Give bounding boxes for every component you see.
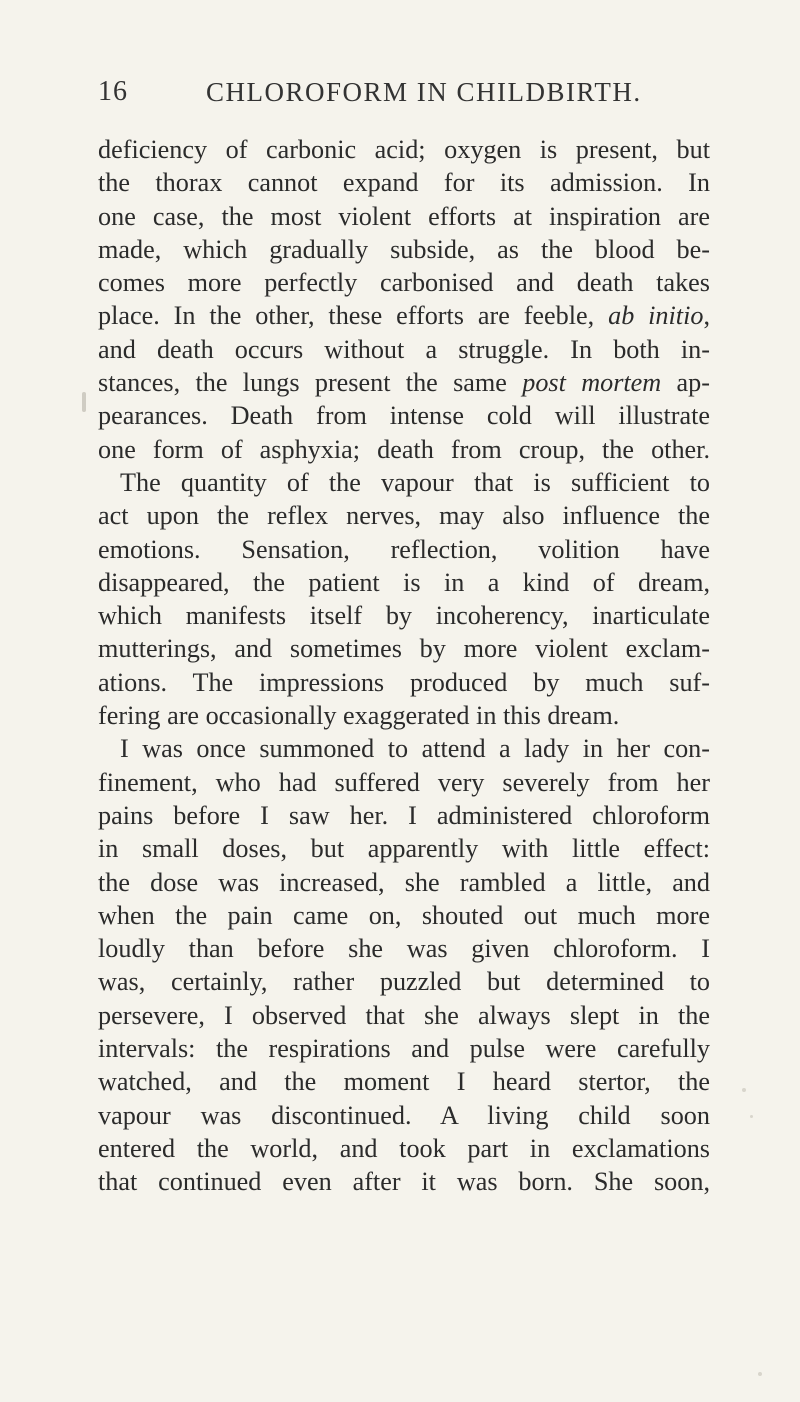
text-line: made, which gradually subside, as the blood be- [98, 234, 710, 264]
text-line: pearances. Death from intense cold will illustrate [98, 401, 710, 431]
margin-mark [82, 392, 86, 412]
text-line: when the pain came on, shouted out much more [98, 900, 710, 930]
text-line: one form of asphyxia; death from croup, the other. [98, 434, 710, 464]
text-line: pains before I saw her. I administered chloroform [98, 800, 710, 830]
text-line: watched, and the moment I heard stertor, the [98, 1067, 710, 1097]
text-line: ations. The impressions produced by much suf- [98, 667, 710, 697]
page-header [98, 72, 708, 112]
text-line: The quantity of the vapour that is sufficient to [120, 467, 710, 497]
text-line: disappeared, the patient is in a kind of dream, [98, 567, 710, 597]
text-line: which manifests itself by incoherency, inarticulate [98, 601, 710, 631]
text-line: the dose was increased, she rambled a little, and [98, 867, 710, 897]
body-text [98, 133, 710, 1199]
text-line: in small doses, but apparently with little effect: [98, 834, 710, 864]
text-line: fering are occasionally exaggerated in this dream. [98, 701, 620, 731]
text-line: place. In the other, these efforts are feeble, ab initio, [98, 301, 710, 331]
paper-speck [742, 1088, 746, 1092]
text-line: comes more perfectly carbonised and death takes [98, 268, 710, 298]
text-line: persevere, I observed that she always slept in the [98, 1000, 710, 1030]
text-line: finement, who had suffered very severely from her [98, 767, 710, 797]
page-number: 16 [98, 76, 128, 107]
text-line: loudly than before she was given chloroform. I [98, 934, 710, 964]
text-line: deficiency of carbonic acid; oxygen is present, but [98, 135, 710, 164]
text-line: act upon the reflex nerves, may also influence the [98, 501, 710, 531]
text-line: and death occurs without a struggle. In both in- [98, 334, 710, 364]
paper-speck [758, 1372, 762, 1376]
running-title: CHLOROFORM IN CHILDBIRTH. [206, 77, 642, 107]
text-line: emotions. Sensation, reflection, volition have [98, 534, 710, 564]
text-line: vapour was discontinued. A living child soon [98, 1100, 710, 1130]
text-line: one case, the most violent efforts at inspiration are [98, 201, 710, 231]
latin-phrase: ab initio [608, 301, 704, 331]
text-line: intervals: the respirations and pulse were carefully [98, 1034, 710, 1064]
text-line: that continued even after it was born. She soon, [98, 1167, 710, 1197]
text-line: stances, the lungs present the same post mortem ap- [98, 368, 710, 398]
text-line: mutterings, and sometimes by more violent exclam- [98, 634, 710, 664]
latin-phrase: post mortem [522, 368, 662, 398]
text-line: entered the world, and took part in exclamations [98, 1133, 710, 1163]
text-line: was, certainly, rather puzzled but determined to [98, 967, 710, 997]
text-line: the thorax cannot expand for its admission. In [98, 168, 710, 198]
paper-speck [750, 1115, 753, 1118]
text-line: I was once summoned to attend a lady in her con- [120, 734, 710, 764]
